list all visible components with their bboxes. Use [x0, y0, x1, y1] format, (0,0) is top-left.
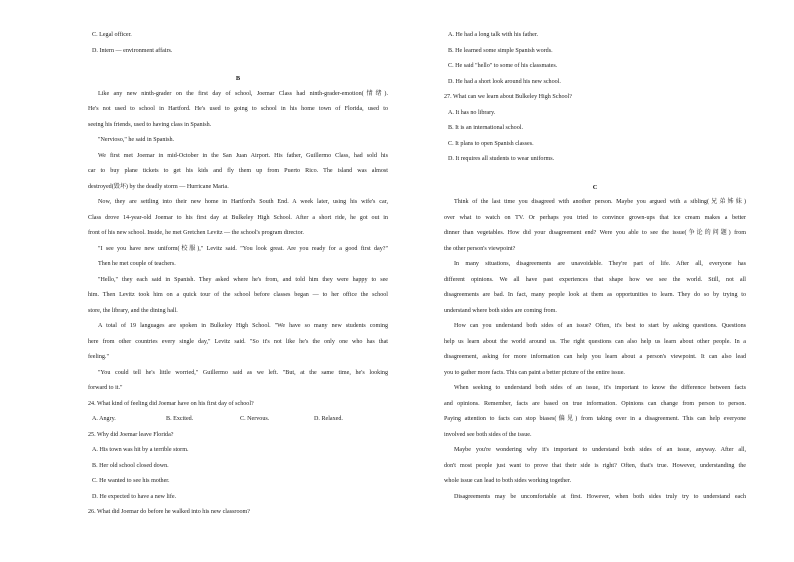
passage-line: "You could tell he's little worried," Guillermo said as we left. "But, at the same time, he's looking — [98, 369, 388, 376]
question-24: 24. What kind of feeling did Joemar have on his first day of school? — [88, 400, 254, 407]
passage-line: store, the library, and the dining hall. — [88, 307, 178, 314]
q27-option-a: A. It has no library. — [448, 109, 496, 116]
q24-option-d: D. Relaxed. — [314, 416, 343, 422]
q26-option-b: B. He learned some simple Spanish words. — [448, 47, 553, 54]
passage-line: different opinions. We all have past experiences that shape how we see the world. Still, not all — [444, 276, 746, 283]
q27-option-c: C. It plans to open Spanish classes. — [448, 140, 534, 147]
passage-line: In many situations, disagreements are unavoidable. They're part of life. After all, everyone has — [454, 261, 746, 267]
q24-option-b: B. Excited. — [166, 416, 194, 422]
option-d: D. Intern — environment affairs. — [92, 47, 173, 54]
passage-b — [88, 87, 388, 397]
option-c: C. Legal officer. — [92, 32, 132, 38]
passage-line: Disagreements may be uncomfortable at first. However, when both sides truly try to understand each — [454, 493, 746, 500]
passage-line: seeing his friends, used to having class in Spanish. — [88, 121, 212, 128]
question-25: 25. Why did Joemar leave Florida? — [88, 431, 174, 438]
passage-line: Now, they are settling into their new home in Hartford's South End. A week later, using his wife's car, — [98, 199, 388, 205]
passage-line: dinner than vegetables. How did your disagreement end? Were you able to see the issue(争论的问题) from — [444, 230, 746, 236]
q24-option-a: A. Angry. — [92, 416, 116, 422]
passage-line: "Hello," they each said in Spanish. They asked where he's from, and told him they were happy to see — [98, 276, 388, 283]
passage-line: "I see you have new uniform(校服)," Levitz said. "You look great. Are you ready for a good first day?" — [98, 245, 388, 252]
q26-option-d: D. He had a short look around his new school. — [448, 78, 561, 85]
left-column — [88, 28, 388, 521]
question-26: 26. What did Joemar do before he walked into his new classroom? — [88, 509, 251, 515]
passage-line: "Nervioso," he said in Spanish. — [98, 137, 175, 143]
passage-line: him. Then Levitz took him on a quick tour of the school before classes began — to her office the school — [88, 292, 388, 298]
passage-line: Paying attention to facts can stop biases(偏见) from taking over in a disagreement. This can help everyone — [444, 416, 746, 422]
q25-option-d: D. He expected to have a new life. — [92, 493, 177, 500]
section-c-title: C — [592, 183, 598, 191]
passage-line: front of his new school. Inside, he met Gretchen Levitz — the school's program director. — [88, 230, 304, 236]
passage-line: How can you understand both sides of an issue? Often, it's best to start by asking questions. Questions — [454, 323, 746, 329]
section-b-title: B — [235, 75, 241, 82]
passage-line: forward to it." — [88, 385, 123, 391]
passage-line: involved see both sides of the issue. — [444, 431, 532, 438]
question-24-options — [88, 412, 388, 428]
passage-line: A total of 19 languages are spoken in Bulkeley High School. "We have so many new students coming — [98, 323, 388, 329]
passage-line: Class drove 14-year-old Joemar to his first day at Bulkeley High School. After a short ride, he got out in — [88, 214, 388, 221]
passage-line: over what to watch on TV. Or perhaps you tried to convince grown-ups that ice cream makes a better — [444, 214, 746, 221]
passage-c — [444, 195, 746, 505]
q24-option-c: C. Nervous. — [240, 416, 270, 422]
passage-line: you to gather more facts. This can paint a better picture of the entire issue. — [444, 369, 625, 376]
passage-line: Maybe you're wondering why it's important to understand both sides of an issue, anyway. After all, — [454, 447, 746, 453]
q26-option-a: A. He had a long talk with his father. — [448, 32, 539, 38]
passage-line: We first met Joemar in mid-October in the San Juan Airport. His father, Guillermo Class, had sold his — [98, 152, 388, 159]
q25-option-b: B. Her old school closed down. — [92, 462, 169, 469]
passage-line: and opinions. Remember, facts are based on true information. Opinions can change from person to person. — [444, 400, 746, 407]
passage-line: disagreements are bad. In fact, many people look at them as opportunities to learn. They do so by trying to — [444, 292, 746, 298]
passage-line: car to buy plane tickets to get his kids and fly them up from Puerto Rico. The island was almost — [88, 168, 388, 174]
passage-line: destroyed(毁坏) by the deadly storm — Hurricane Maria. — [88, 183, 229, 190]
passage-line: feeling." — [88, 354, 109, 360]
passage-line: disagreement, asking for more information can help you learn about a person's viewpoint. It can also lead — [444, 354, 746, 360]
passage-line: don't most people just want to prove that their side is right? Often, that's true. However, understanding the — [444, 462, 746, 469]
q27-option-d: D. It requires all students to wear uniforms. — [448, 156, 555, 162]
passage-line: whole issue can lead to both sides working together. — [444, 478, 572, 484]
q26-option-c: C. He said "hello" to some of his classmates. — [448, 63, 558, 69]
passage-line: help us learn about the world around us. The right questions can also help us learn about other people. In a — [444, 338, 746, 345]
q25-option-a: A. His town was hit by a terrible storm. — [92, 447, 189, 453]
passage-line: understand where both sides are coming from. — [444, 307, 557, 314]
passage-line: When seeking to understand both sides of an issue, it's important to know the difference between facts — [454, 385, 746, 391]
passage-line: He's not used to school in Hartford. He's used to going to school in his home town of Florida, used to — [88, 106, 388, 112]
question-27: 27. What can we learn about Bulkeley High School? — [444, 94, 572, 100]
passage-line: here from other countries every single day," Levitz said. "So it's not like he's the only one who has that — [88, 338, 388, 345]
passage-line: Think of the last time you disagreed with another person. Maybe you argued with a sibling(兄弟姊妹) — [454, 199, 746, 205]
q27-option-b: B. It is an international school. — [448, 125, 523, 131]
q25-option-c: C. He wanted to see his mother. — [92, 478, 170, 484]
passage-line: the other person's viewpoint? — [444, 245, 516, 252]
passage-line: Like any new ninth-grader on the first day of school, Joemar Class had ninth-grader-emotion(情绪). — [98, 90, 388, 97]
right-column — [444, 28, 746, 505]
passage-line: Then he met couple of teachers. — [98, 261, 176, 267]
